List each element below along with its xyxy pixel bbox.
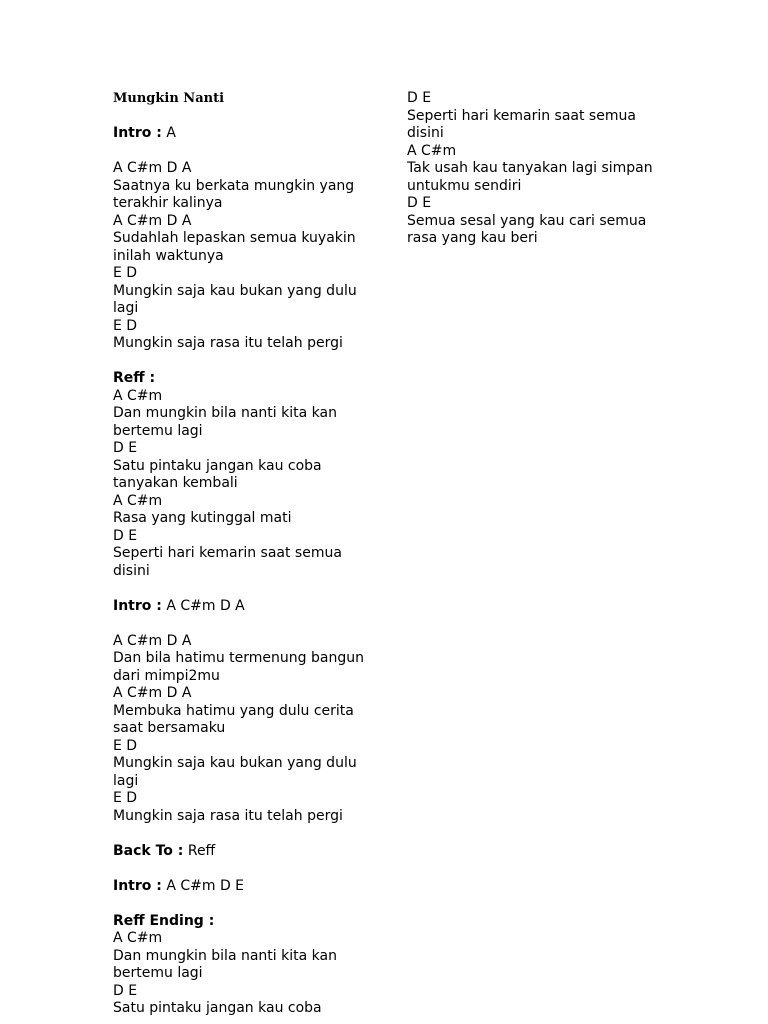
section-label-line [113, 878, 373, 896]
lyric-line: Mungkin saja rasa itu telah pergi [113, 335, 343, 351]
chord-line: D E [113, 440, 138, 456]
chord-line: E D [113, 790, 138, 806]
lyric-line: Rasa yang kutinggal mati [113, 510, 292, 526]
right-column [407, 90, 677, 248]
lyric-line: Saatnya ku berkata mungkin yang terakhir kalinya [113, 177, 359, 211]
section-value: A C#m D E [161, 877, 245, 894]
lyric-line: Sudahlah lepaskan semua kuyakin inilah waktunya [113, 230, 361, 264]
blank-line [113, 615, 373, 633]
chord-line: D E [407, 90, 432, 106]
lyric-line: Satu pintaku jangan kau coba [113, 1000, 322, 1016]
section-label: Back To : [113, 842, 184, 859]
section-label-line [113, 913, 373, 931]
chord-line: D E [407, 195, 432, 211]
chord-line: A C#m D A [113, 632, 192, 649]
section-label-line [113, 598, 373, 616]
section-label-line [113, 125, 373, 143]
chord-line: D E [113, 982, 138, 999]
section-label: Intro : [113, 877, 162, 894]
chord-line: E D [113, 265, 138, 281]
chord-line: A C#m [407, 142, 457, 159]
section-label-line [113, 843, 373, 861]
section-label: Intro : [113, 125, 162, 141]
blank-line [113, 580, 373, 598]
lyric-line: Membuka hatimu yang dulu cerita saat bersamaku [113, 702, 359, 736]
section-value: A C#m D A [161, 597, 245, 614]
lyric-line: Seperti hari kemarin saat semua disini [407, 107, 641, 141]
chord-line: A C#m [113, 930, 163, 946]
left-column [113, 90, 373, 1018]
chord-line: A C#m D A [113, 212, 192, 229]
lyric-line: Dan mungkin bila nanti kita kan bertemu lagi [113, 405, 342, 439]
chord-line: A C#m D A [113, 160, 192, 176]
blank-line [113, 860, 373, 878]
blank-line [113, 143, 373, 161]
section-label-line [113, 370, 373, 388]
section-label: Reff : [113, 370, 156, 386]
blank-line [113, 825, 373, 843]
blank-line [113, 353, 373, 371]
lyric-line: Dan mungkin bila nanti kita kan bertemu lagi [113, 947, 342, 981]
lyric-line: Mungkin saja kau bukan yang dulu lagi [113, 282, 362, 316]
chord-line: A C#m D A [113, 685, 192, 701]
chord-line: E D [113, 737, 138, 754]
lyric-line: Semua sesal yang kau cari semua rasa yang kau beri [407, 212, 651, 246]
right-column-body [407, 90, 677, 248]
lyric-line: Dan bila hatimu termenung bangun dari mimpi2mu [113, 650, 369, 684]
lyric-line: Mungkin saja rasa itu telah pergi [113, 807, 343, 824]
chord-line: A C#m [113, 492, 163, 509]
lyric-line: Satu pintaku jangan kau coba tanyakan kembali [113, 457, 327, 491]
left-column-body [113, 108, 373, 1018]
section-label: Intro : [113, 597, 162, 614]
chord-line: A C#m [113, 387, 163, 404]
lyric-line: Seperti hari kemarin saat semua disini [113, 545, 347, 579]
lyric-line: Tak usah kau tanyakan lagi simpan untukmu sendiri [407, 160, 658, 194]
lyric-line: Mungkin saja kau bukan yang dulu lagi [113, 755, 362, 789]
chord-line: D E [113, 527, 138, 544]
song-title: Mungkin Nanti [113, 91, 225, 106]
section-label: Reff Ending : [113, 912, 215, 929]
chord-line: E D [113, 317, 138, 334]
blank-line [113, 895, 373, 913]
blank-line [113, 108, 373, 126]
section-value: Reff [183, 842, 216, 859]
section-value: A [161, 125, 176, 141]
